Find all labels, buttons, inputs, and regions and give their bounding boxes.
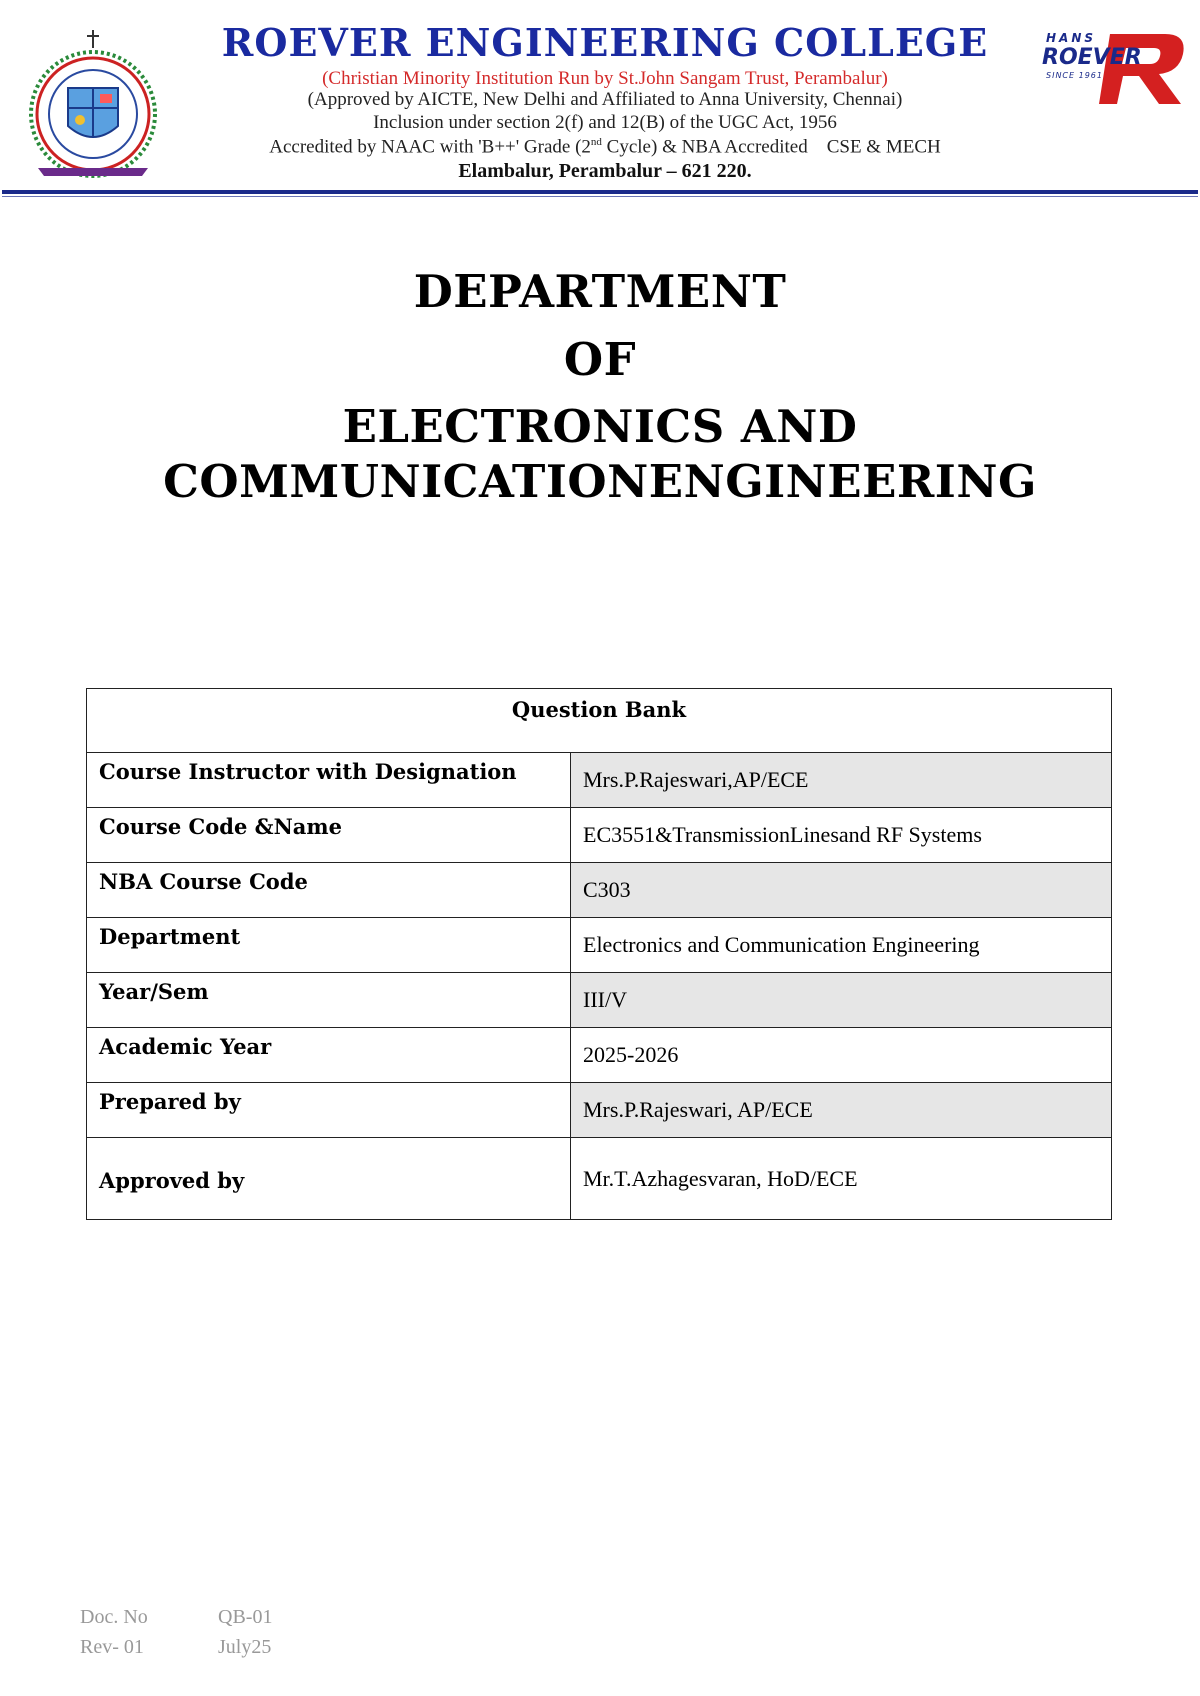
- accreditation-text-rest: Cycle) & NBA Accredited CSE & MECH: [601, 136, 941, 158]
- table-row: [87, 863, 1112, 918]
- accreditation-text: Accredited by NAAC with 'B++' Grade (2: [269, 136, 591, 158]
- row-label: Prepared by: [87, 1083, 571, 1138]
- table-row: [87, 918, 1112, 973]
- table-row: [87, 753, 1112, 808]
- hans-roever-logo: [1040, 26, 1190, 106]
- college-seal-logo: [18, 26, 168, 186]
- header-divider-thin: [2, 196, 1198, 197]
- question-bank-table: [86, 688, 1112, 1220]
- roever-text: ROEVER: [1042, 45, 1142, 70]
- department-title-line1: DEPARTMENT: [413, 265, 787, 318]
- revision-row: [80, 1636, 272, 1666]
- row-label: NBA Course Code: [87, 863, 571, 918]
- header-divider: [2, 190, 1198, 194]
- document-footer: [80, 1606, 272, 1666]
- department-title-line3: ELECTRONICS AND: [342, 400, 858, 453]
- row-value: III/V: [571, 973, 1112, 1028]
- revision-value: July25: [218, 1636, 272, 1658]
- accreditation-line: [160, 136, 1050, 158]
- row-label: Department: [87, 918, 571, 973]
- approval-line: (Approved by AICTE, New Delhi and Affiliated to Anna University, Chennai): [307, 89, 903, 110]
- row-label: Year/Sem: [87, 973, 571, 1028]
- revision-label: Rev- 01: [80, 1636, 144, 1658]
- row-value: 2025-2026: [571, 1028, 1112, 1083]
- doc-no-label: Doc. No: [80, 1606, 148, 1628]
- college-name: ROEVER ENGINEERING COLLEGE: [221, 20, 989, 65]
- row-value: Electronics and Communication Engineering: [571, 918, 1112, 973]
- row-label: Approved by: [87, 1138, 571, 1220]
- row-label: Course Code &Name: [87, 808, 571, 863]
- table-row: [87, 1028, 1112, 1083]
- row-value: EC3551&TransmissionLinesand RF Systems: [571, 808, 1112, 863]
- letterhead: [0, 0, 1200, 200]
- ugc-inclusion-line: Inclusion under section 2(f) and 12(B) of the UGC Act, 1956: [373, 112, 837, 133]
- table-row: [87, 1083, 1112, 1138]
- doc-no-row: [80, 1606, 272, 1636]
- row-label: Academic Year: [87, 1028, 571, 1083]
- accreditation-sup: nd: [590, 136, 602, 148]
- college-tagline: (Christian Minority Institution Run by St.John Sangam Trust, Perambalur): [322, 68, 888, 89]
- row-value: C303: [571, 863, 1112, 918]
- hans-text: HANS: [1046, 31, 1097, 45]
- table-heading-row: [87, 689, 1112, 753]
- table-row: [87, 973, 1112, 1028]
- table-row: [87, 1138, 1112, 1220]
- doc-no-value: QB-01: [218, 1606, 273, 1628]
- row-value: Mr.T.Azhagesvaran, HoD/ECE: [571, 1138, 1112, 1220]
- table-row: [87, 808, 1112, 863]
- department-title-line4: COMMUNICATIONENGINEERING: [163, 455, 1037, 508]
- since-text: SINCE 1961: [1046, 71, 1103, 80]
- row-label: Course Instructor with Designation: [87, 753, 571, 808]
- department-title-line2: OF: [563, 333, 637, 386]
- row-value: Mrs.P.Rajeswari, AP/ECE: [571, 1083, 1112, 1138]
- college-address: Elambalur, Perambalur – 621 220.: [458, 160, 752, 182]
- table-heading: Question Bank: [87, 689, 1112, 753]
- row-value: Mrs.P.Rajeswari,AP/ECE: [571, 753, 1112, 808]
